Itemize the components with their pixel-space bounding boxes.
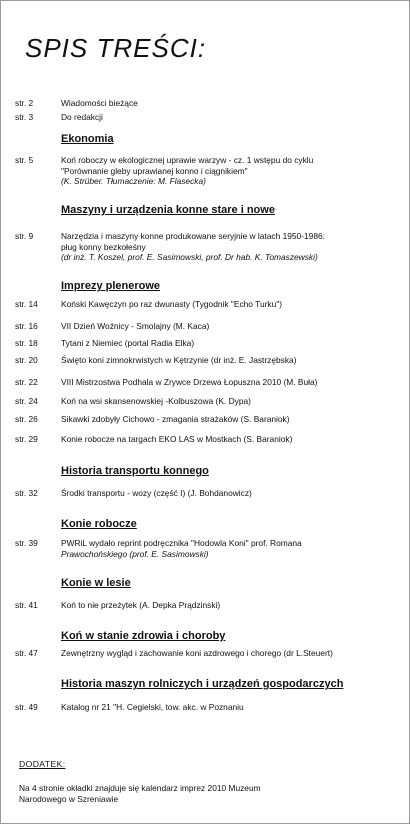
page-number: str. 5 [15,155,34,165]
addendum-text: Na 4 stronie okładki znajduje się kalendarz imprez 2010 Muzeum Narodowego w Szreniawie [19,783,261,804]
entry-text: Wiadomości bieżące [61,98,138,108]
page-number: str. 18 [15,338,38,348]
page-number: str. 14 [15,299,38,309]
entry-text: Do redakcji [61,112,103,122]
section-heading: Maszyny i urządzenia konne stare i nowe [61,204,275,216]
page-number: str. 29 [15,434,38,444]
entry-text: Koński Kawęczyn po raz dwunasty (Tygodnik "Echo Turku") [61,299,283,309]
section-heading: Historia transportu konnego [61,465,209,477]
page-number: str. 20 [15,355,38,365]
entry-text: Tytani z Niemiec (portal Radia Elka) [61,338,195,348]
page-title: SPIS TREŚCI: [25,33,207,63]
entry-text: Zewnętrzny wygląd i zachowanie koni azdrowego i chorego (dr L.Steuert) [61,648,333,658]
page-number: str. 24 [15,396,38,406]
entry-text: VII Dzień Woźnicy - Smolajny (M. Kaca) [61,321,210,331]
page-number: str. 26 [15,414,38,424]
page-number: str. 2 [15,98,34,108]
entry-text: Święto koni zimnokrwistych w Kętrzynie (dr inż. E. Jastrzębska) [61,355,297,365]
entry-text: Koń roboczy w ekologicznej uprawie warzyw - cz. 1 wstępu do cyklu "Porównanie gleby uprawianej konno i ciągnikiem" (K. Strüber. Tłumaczenie: M. Flasecka) [61,155,314,186]
page-number: str. 3 [15,112,34,122]
page-number: str. 39 [15,538,38,548]
entry-text: VIII Mistrzostwa Podhala w Zrywce Drzewa Łopuszna 2010 (M. Buła) [61,377,318,387]
entry-text: Sikawki zdobyły Cichowo - zmagania strażaków (S. Baraniok) [61,414,290,424]
entry-text: Katalog nr 21 "H. Cegielski, tow. akc. w Poznaniu [61,702,244,712]
page-number: str. 41 [15,600,38,610]
page-number: str. 47 [15,648,38,658]
entry-text: PWRiL wydało reprint podręcznika "Hodowla Koni" prof. Romana Prawochońskiego (prof. E. Sasimowski) [61,538,302,559]
entry-text: Koń na wsi skansenowskiej -Kolbuszowa (K. Dypa) [61,396,251,406]
entry-text: Koń to nie przeżytek (A. Depka Prądzinski) [61,600,221,610]
page-number: str. 22 [15,377,38,387]
section-heading: Koń w stanie zdrowia i choroby [61,630,226,642]
page-number: str. 32 [15,488,38,498]
page-number: str. 16 [15,321,38,331]
entry-text: Środki transportu - wozy (część I) (J. Bohdanowicz) [61,488,252,498]
entry-text: Narzędzia i maszyny konne produkowane seryjnie w latach 1950-1986: pług konny bezkołeśny (dr inż. T. Koszel, prof. E. Sasimowski, prof. Dr hab. K. Tomaszewski) [61,231,325,262]
section-heading: Historia maszyn rolniczych i urządzeń gospodarczych [61,678,344,690]
section-heading: Konie robocze [61,518,137,530]
page-number: str. 9 [15,231,34,241]
page-number: str. 49 [15,702,38,712]
entry-text: Konie robocze na targach EKO LAS w Mostkach (S. Baraniok) [61,434,293,444]
section-heading: Ekonomia [61,133,114,145]
section-heading: Konie w lesie [61,577,131,589]
section-heading: Imprezy plenerowe [61,280,161,292]
addendum-title: DODATEK: [19,759,66,769]
